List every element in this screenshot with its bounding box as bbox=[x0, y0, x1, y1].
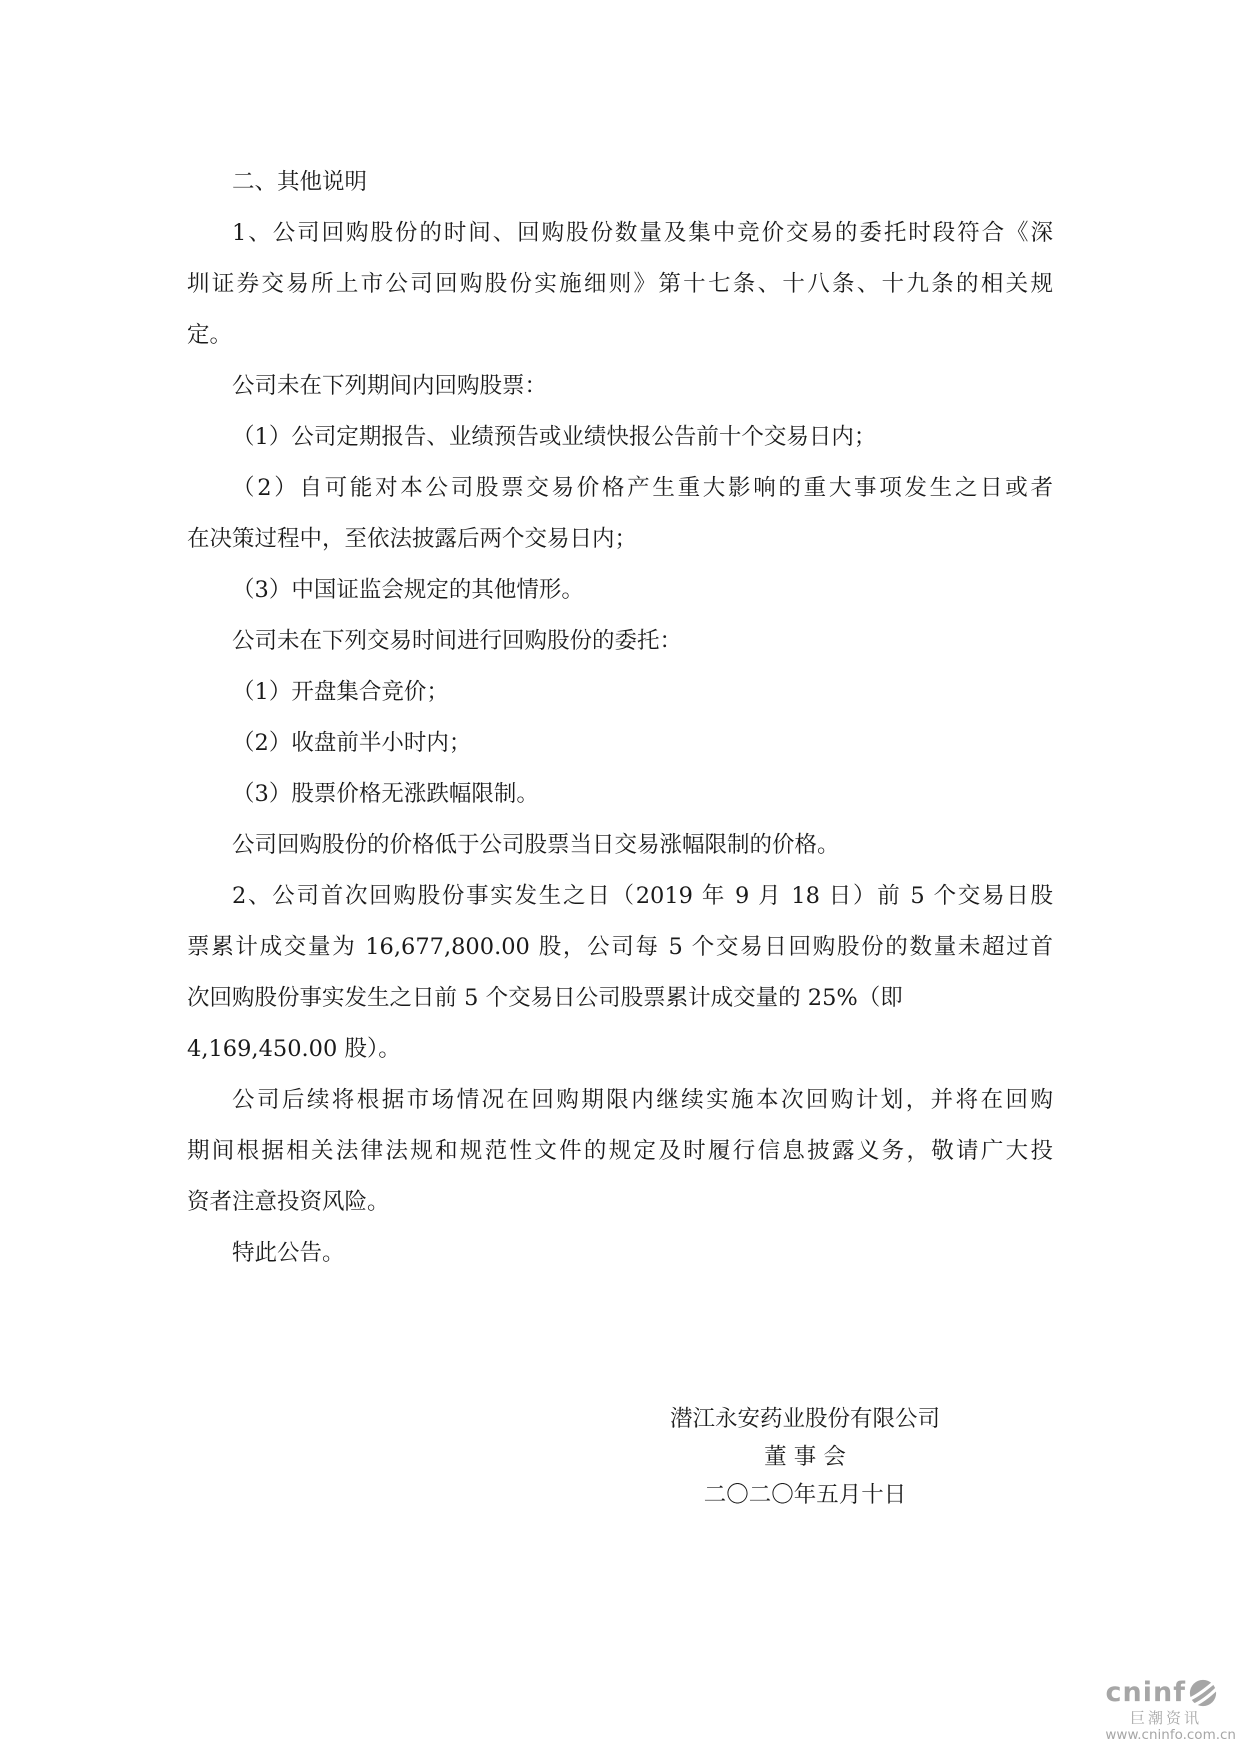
cninfo-logo-row bbox=[1105, 1678, 1218, 1708]
paragraph-line: （2）收盘前半小时内； bbox=[232, 730, 472, 756]
section-heading: 二、其他说明 bbox=[232, 169, 368, 195]
paragraph-line: 特此公告。 bbox=[232, 1240, 345, 1266]
paragraph-line: 公司回购股份的价格低于公司股票当日交易涨幅限制的价格。 bbox=[232, 832, 840, 858]
document-body bbox=[187, 157, 1053, 1279]
cninfo-brand-text: cninf bbox=[1105, 1677, 1186, 1708]
paragraph-line: （3）中国证监会规定的其他情形。 bbox=[232, 577, 584, 603]
paragraph-line: （1）开盘集合竞价； bbox=[232, 679, 449, 705]
paragraph-line: 公司未在下列交易时间进行回购股份的委托： bbox=[232, 628, 683, 654]
paragraph-line: 票累计成交量为 16,677,800.00 股，公司每 5 个交易日回购股份的数量未超过首 bbox=[187, 934, 1053, 960]
paragraph-line: 定。 bbox=[187, 322, 233, 348]
paragraph-line: （3）股票价格无涨跌幅限制。 bbox=[232, 781, 539, 807]
paragraph-line: 公司未在下列期间内回购股票： bbox=[232, 373, 548, 399]
cninfo-globe-icon bbox=[1188, 1678, 1218, 1708]
signature-block bbox=[555, 1400, 1055, 1514]
signature-date: 二〇二〇年五月十日 bbox=[703, 1482, 907, 1508]
paragraph-line: 公司后续将根据市场情况在回购期限内继续实施本次回购计划，并将在回购 bbox=[232, 1087, 1053, 1113]
cninfo-logo bbox=[1105, 1678, 1238, 1743]
paragraph-line: 资者注意投资风险。 bbox=[187, 1189, 390, 1215]
paragraph-line: （2）自可能对本公司股票交易价格产生重大影响的重大事项发生之日或者 bbox=[232, 475, 1053, 501]
cninfo-chinese-name: 巨潮资讯 bbox=[1129, 1708, 1202, 1727]
paragraph-line: 圳证券交易所上市公司回购股份实施细则》第十七条、十八条、十九条的相关规 bbox=[187, 271, 1053, 297]
paragraph-line: 2、公司首次回购股份事实发生之日（2019 年 9 月 18 日）前 5 个交易日股 bbox=[232, 883, 1053, 909]
signature-company-name: 潜江永安药业股份有限公司 bbox=[669, 1406, 940, 1432]
paragraph-line: 1、公司回购股份的时间、回购股份数量及集中竞价交易的委托时段符合《深 bbox=[232, 220, 1053, 246]
paragraph-line: 在决策过程中，至依法披露后两个交易日内； bbox=[187, 526, 638, 552]
paragraph-line: （1）公司定期报告、业绩预告或业绩快报公告前十个交易日内； bbox=[232, 424, 877, 450]
paragraph-line: 4,169,450.00 股）。 bbox=[187, 1036, 401, 1062]
paragraph-line: 期间根据相关法律法规和规范性文件的规定及时履行信息披露义务，敬请广大投 bbox=[187, 1138, 1053, 1164]
cninfo-url: www.cninfo.com.cn bbox=[1105, 1726, 1236, 1743]
signature-board: 董 事 会 bbox=[764, 1444, 846, 1470]
paragraph-line: 次回购股份事实发生之日前 5 个交易日公司股票累计成交量的 25%（即 bbox=[187, 985, 903, 1011]
